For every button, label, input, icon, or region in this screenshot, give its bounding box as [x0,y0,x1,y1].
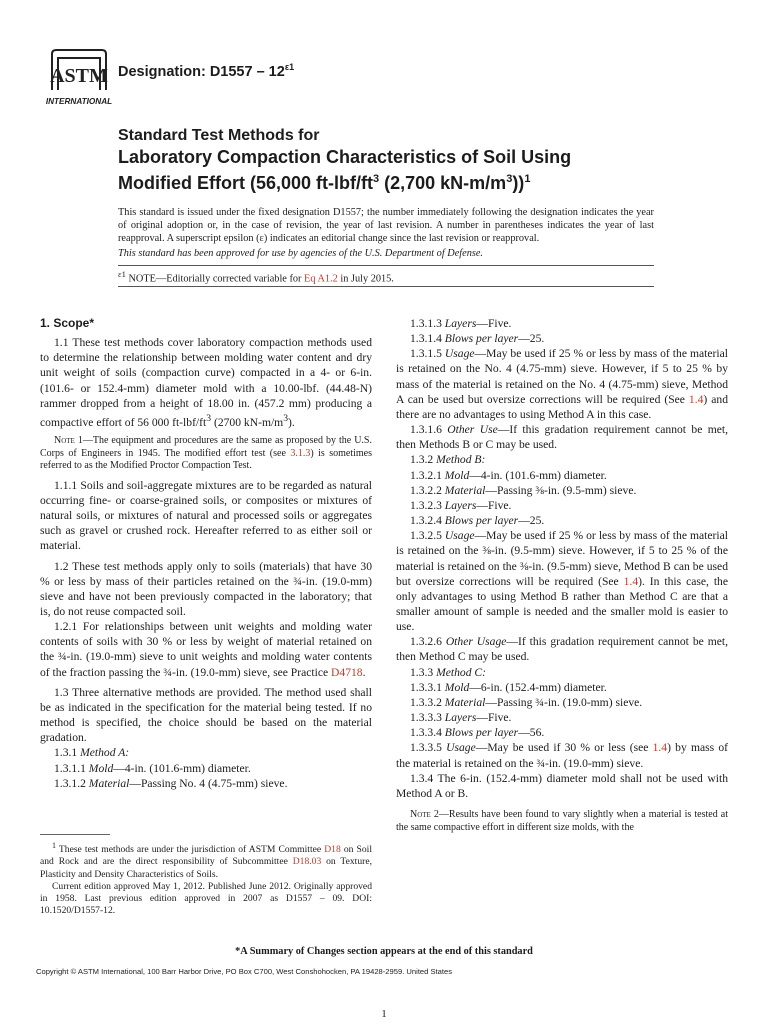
para-num: 1.3.3 [410,665,437,679]
footnote-1 [40,840,372,881]
enote-text: NOTE—Editorially corrected variable for [125,273,305,285]
para-num: 1.3.3.1 [410,680,445,694]
para-num: 1.3.2.6 [410,635,446,649]
para-1-1 [40,335,372,430]
para-num: 1.3.2.2 [410,483,445,497]
para-1-3-3-2 [396,695,728,710]
designation-text: Designation: D1557 – 12 [118,63,285,80]
para-italic: Other Use [447,423,498,437]
footnote-text: on Texture, Plasticity and Density Characteristics of Soils. [40,856,372,880]
para-text: ) and there are no advantages to using Method A in this case. [396,392,729,421]
para-1-3-1-4 [396,331,728,346]
title-line-3 [118,168,678,194]
para-num: 1.3.1.2 [54,776,89,790]
para-1-3-1-1 [40,761,372,776]
divider [118,265,654,266]
para-italic: Usage [444,347,475,361]
para-text: —25. [518,514,545,528]
para-text: —4-in. (101.6-mm) diameter. [469,468,607,482]
para-1-3-1 [40,745,372,760]
para-italic: Mold [444,468,470,482]
para-1-3-3-1 [396,680,728,695]
para-num: 1.3.2.4 [410,514,445,528]
para-text: ). [288,415,295,429]
para-text: 1.2.1 For relationships between unit weights and molding water contents of soils with 30 % or less by weight of material retained on the ¾-in. (19.0-mm) sieve to unit weights and molding water contents of the fraction passing the ¾-in. (19.0-mm) sieve, see Practice [40,620,372,679]
para-1-3-2-3 [396,498,728,513]
para-text: —Passing ¾-in. (19.0-mm) sieve. [485,695,643,709]
para-1-3-1-2 [40,776,372,791]
para-1-3-1-3 [396,316,728,331]
para-text: —May be used if 25 % or less by mass of the material is retained on the ⅜-in. (9.5-mm) sieve. However, if 5 to 25 % of the material is retained on the ⅜-in. (9.5-mm) sieve, Method B can be used but oversize corrections will be required (See [396,529,728,588]
para-italic: Mold [444,680,470,694]
para-text: —25. [518,332,545,346]
para-italic: Material [444,483,486,497]
title-footnote-ref: 1 [524,173,531,185]
astm-logo-icon [44,46,114,108]
para-text: 1.1 These test methods cover laboratory compaction methods used to determine the relationship between molding water content and dry unit weight of soils (compaction curve) compacted in a 4- or 6-in. (101.6- or 152.4-mm) diameter mold with a 10.00-lbf. (44.48-N) rammer dropped from a height of 18.00 in. (457.2 mm) producing a compactive effort of 56 000 ft-lbf/ft [40,336,372,429]
para-num: 1.3.1.5 [410,347,445,361]
title-line-2: Laboratory Compaction Characteristics of Soil Using [118,147,572,167]
designation [118,62,294,80]
para-italic: Usage [444,529,475,543]
logo-sub: INTERNATIONAL [45,97,113,106]
document-title [118,126,678,194]
para-text: —Passing ⅜-in. (9.5-mm) sieve. [485,483,637,497]
note-text: —The equipment and procedures are the same as proposed by the U.S. Corps of Engineers in 1945. The modified effort test (see [40,434,372,459]
para-text: . [362,665,366,679]
para-italic: Method B: [436,453,486,467]
right-column [396,316,728,834]
para-text: —Five. [476,711,512,725]
para-text: —If this gradation requirement cannot be met, then Method C may be used. [396,635,728,664]
designation-epsilon: ε1 [284,62,295,72]
footnote-divider [40,834,110,835]
subcommittee-d18-03-link[interactable]: D18.03 [292,856,322,868]
enote-text: in July 2015. [337,273,394,285]
logo-text: ASTM [50,65,108,87]
para-1-3-2-1 [396,468,728,483]
divider [118,286,654,287]
eq-a1-2-link[interactable]: Eq A1.2 [304,273,338,285]
para-italic: Method C: [436,665,487,679]
section-1-4-link[interactable]: 1.4 [652,741,668,755]
para-italic: Other Usage [445,635,507,649]
para-1-3-1-6 [396,422,728,452]
para-num: 1.3.1.6 [410,423,448,437]
para-text: —May be used if 25 % or less by mass of the material is retained on the No. 4 (4.75-mm) sieve. However, if 5 to 25 % by mass of the material is retained on the No. 4 (4.75-mm) sieve, Method A can be used but oversize corrections will be required (See [396,347,728,406]
note-text: —Results have been found to vary slightly when a material is tested at the same compactive effort in different size molds, with the [396,809,728,833]
para-num: 1.3.3.2 [410,695,445,709]
para-1-1-1: 1.1.1 Soils and soil-aggregate mixtures are to be regarded as natural occurring fine- or coarse-grained soils, or composites or mixtures of natural soils, or mixtures of natural and processed soils or aggregates such as gravel or crushed rock. Hereafter referred to as either soil or material. [40,478,372,553]
para-italic: Blows per layer [444,726,519,740]
para-text: —4-in. (101.6-mm) diameter. [113,761,251,775]
summary-notice: *A Summary of Changes section appears at the end of this standard [235,946,533,957]
title-line-3-part: )) [512,173,525,193]
para-1-3-2-5 [396,528,728,634]
editorial-note [118,269,394,284]
para-1-3-2-6 [396,634,728,664]
para-text: —If this gradation requirement cannot be met, then Methods B or C may be used. [396,423,728,452]
note-1 [40,435,372,473]
footnote-edition: Current edition approved May 1, 2012. Published June 2012. Originally approved in 1958. Last previous edition approved in 2007 as D1557 – 09. DOI: 10.1520/D1557-12. [40,880,372,917]
sup: 3 [283,412,289,424]
footnote [40,840,372,917]
title-sup: 3 [506,173,513,185]
para-text: —Five. [476,498,512,512]
section-heading-scope: 1. Scope* [40,316,95,330]
para-num: 1.3.1.4 [410,332,445,346]
d4718-link[interactable]: D4718 [331,665,363,679]
para-num: 1.3.2.1 [410,468,445,482]
para-1-3-4: 1.3.4 The 6-in. (152.4-mm) diameter mold shall not be used with Method A or B. [396,771,728,800]
section-3-1-3-link[interactable]: 3.1.3 [290,447,311,459]
para-1-3-2-4 [396,513,728,528]
para-italic: Material [88,776,130,790]
para-text: —Passing No. 4 (4.75-mm) sieve. [129,776,288,790]
para-1-3-3-4 [396,725,728,740]
footnote-marker: 1 [52,841,56,850]
sup: 3 [206,412,212,424]
note-label: Note 1 [54,434,83,446]
para-text: —May be used if 30 % or less (see [475,741,653,755]
para-italic: Method A: [80,746,130,760]
para-italic: Material [444,695,486,709]
para-1-2: 1.2 These test methods apply only to soils (materials) that have 30 % or less by mass of their particles retained on the ¾-in. (19.0-mm) sieve and have not been previously compacted in the laboratory; that is, do not reuse compacted soil. [40,559,372,618]
para-1-2-1 [40,619,372,680]
title-line-1: Standard Test Methods for [118,127,320,144]
para-num: 1.3.2.5 [410,529,445,543]
para-italic: Mold [88,761,114,775]
para-text: —Five. [476,317,512,330]
note-label: Note 2 [410,809,439,820]
para-text: ). In this case, the only advantages to using Method B rather than Method C are that a smaller amount of sample is needed and the smaller mold is easier to use. [396,574,729,634]
title-line-3-part: Modified Effort (56,000 ft-lbf/ft [118,173,373,193]
para-1-3-1-5 [396,346,728,422]
para-text: —6-in. (152.4-mm) diameter. [469,680,607,694]
title-sup: 3 [373,173,380,185]
para-italic: Layers [444,317,477,330]
para-1-3-2-2 [396,483,728,498]
section-1-4-link[interactable]: 1.4 [623,574,639,588]
para-1-3-2 [396,452,728,467]
para-1-3-3-5 [396,740,728,770]
para-num: 1.3.1.3 [410,317,445,330]
para-num: 1.3.1.1 [54,761,89,775]
para-num: 1.3.3.3 [410,711,445,725]
astm-logo [44,46,114,108]
para-italic: Layers [444,498,477,512]
para-num: 1.3.3.5 [410,741,447,755]
para-num: 1.3.2.3 [410,498,445,512]
left-column [40,316,372,791]
para-text: —56. [518,726,545,740]
note-2 [396,809,728,834]
title-line-3-part: (2,700 kN-m/m [379,173,507,193]
footnote-text: These test methods are under the jurisdiction of ASTM Committee [56,844,325,856]
para-1-3-3 [396,665,728,680]
para-1-3-3-3 [396,710,728,725]
para-italic: Blows per layer [444,332,519,346]
page-number: 1 [381,1008,387,1020]
para-text: (2700 kN-m/m [211,415,284,429]
standard-intro: This standard is issued under the fixed designation D1557; the number immediately following the designation indicates the year of original adoption or, in the case of revision, the year of last revision. A number in parentheses indicates the year of last reapproval. A superscript epsilon (ε) indicates an editorial change since the last revision or reapproval. [118,207,654,245]
para-num: 1.3.1 [54,746,81,760]
para-text: ) by mass of the material is retained on the ¾-in. (19.0-mm) sieve. [396,741,729,770]
footnote-text: on Soil and Rock and are the direct responsibility of Subcommittee [40,844,372,868]
enote-epsilon: ε1 [118,269,126,279]
para-italic: Layers [444,711,477,725]
para-1-3: 1.3 Three alternative methods are provided. The method used shall be as indicated in the specification for the material being tested. If no method is specified, the choice should be based on the material gradation. [40,685,372,745]
section-1-4-link[interactable]: 1.4 [688,392,704,406]
dod-approval: This standard has been approved for use by agencies of the U.S. Department of Defense. [118,248,484,259]
para-num: 1.3.2 [410,453,437,467]
para-italic: Blows per layer [444,514,519,528]
copyright: Copyright © ASTM International, 100 Barr Harbor Drive, PO Box C700, West Conshohocken, PA 19428-2959. United States [36,967,453,976]
para-num: 1.3.3.4 [410,726,445,740]
note-text: ) is sometimes referred to as the Modified Proctor Compaction Test. [40,447,372,472]
para-italic: Usage [446,741,476,755]
committee-d18-link[interactable]: D18 [324,844,341,856]
